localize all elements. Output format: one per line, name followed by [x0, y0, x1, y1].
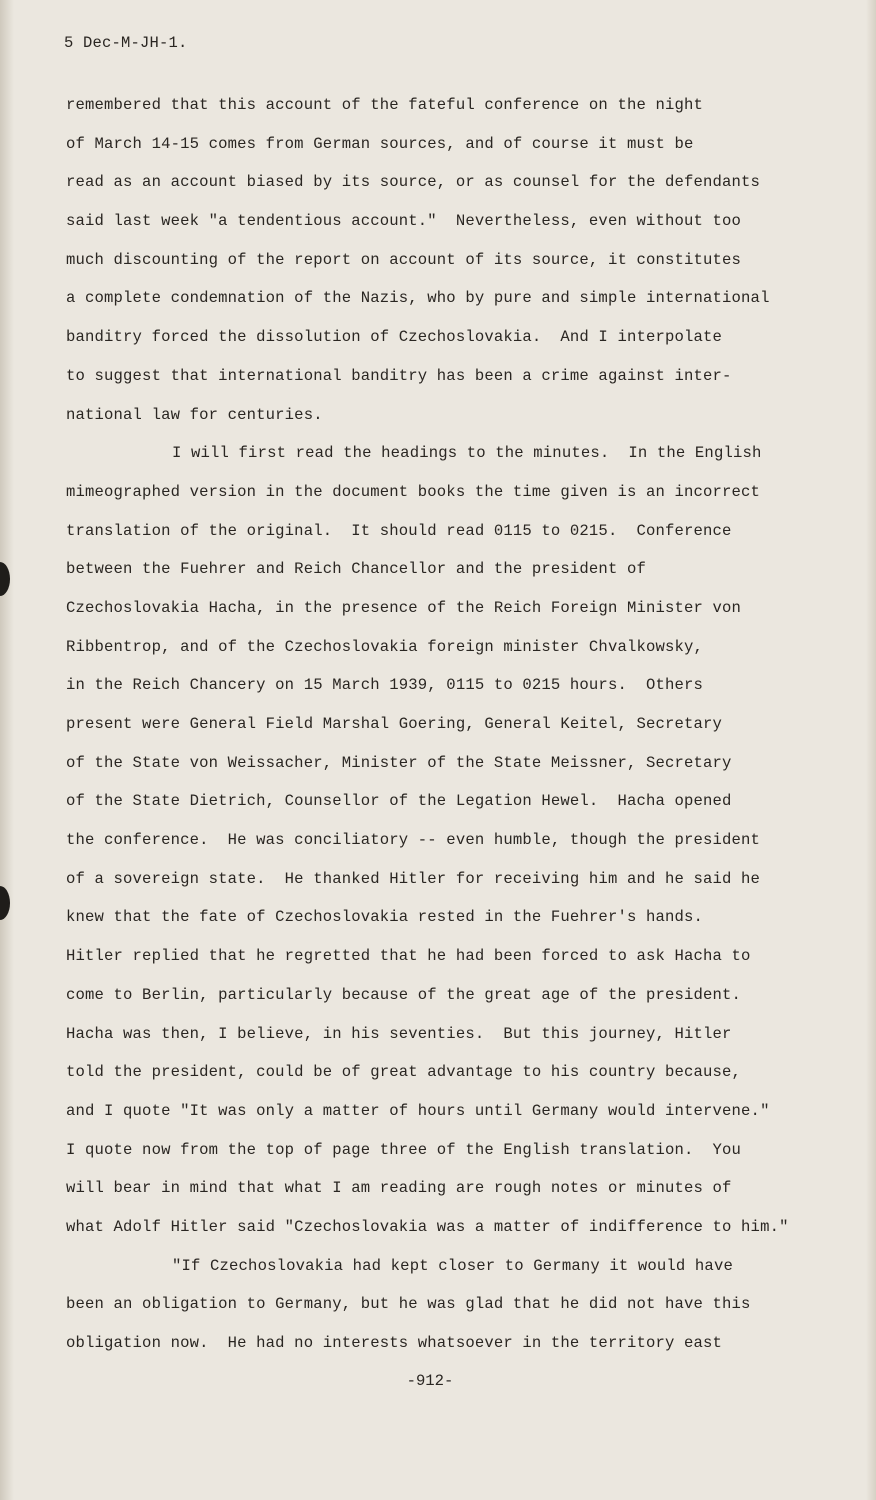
text-line: present were General Field Marshal Goering, General Keitel, Secretary [66, 715, 723, 733]
text-line: much discounting of the report on account of its source, it constitutes [66, 250, 742, 269]
text-line: mimeographed version in the document books the time given is an incorrect [66, 482, 761, 501]
text-line: of a sovereign state. He thanked Hitler for receiving him and he said he [66, 869, 761, 888]
text-line: Hacha was then, I believe, in his seventies. But this journey, Hitler [66, 1024, 732, 1043]
text-line: "If Czechoslovakia had kept closer to Germany it would have [172, 1256, 733, 1275]
left-edge-shadow [0, 0, 14, 1500]
text-line: knew that the fate of Czechoslovakia rested in the Fuehrer's hands. [66, 908, 704, 927]
text-line: what Adolf Hitler said "Czechoslovakia was a matter of indifference to him." [66, 1217, 789, 1236]
document-reference: 5 Dec-M-JH-1. [64, 34, 188, 52]
text-line: I quote now from the top of page three of the English translation. You [66, 1140, 742, 1159]
text-line: Ribbentrop, and of the Czechoslovakia foreign minister Chvalkowsky, [66, 637, 704, 656]
text-line: between the Fuehrer and Reich Chancellor and the president of [66, 560, 646, 579]
text-line: of March 14-15 comes from German sources, and of course it must be [66, 134, 694, 153]
text-line: of the State von Weissacher, Minister of the State Meissner, Secretary [66, 753, 732, 772]
text-line: Hitler replied that he regretted that he had been forced to ask Hacha to [66, 947, 751, 966]
text-line: to suggest that international banditry has been a crime against inter- [66, 366, 732, 385]
text-line: obligation now. He had no interests whatsoever in the territory east [66, 1334, 723, 1352]
text-line: been an obligation to Germany, but he was glad that he did not have this [66, 1295, 751, 1314]
text-line: will bear in mind that what I am reading are rough notes or minutes of [66, 1179, 732, 1198]
text-line: told the president, could be of great advantage to his country because, [66, 1063, 742, 1082]
text-line: a complete condemnation of the Nazis, who by pure and simple international [66, 289, 770, 308]
right-edge-shadow [866, 0, 876, 1500]
text-line: banditry forced the dissolution of Czechoslovakia. And I interpolate [66, 328, 723, 347]
text-line: translation of the original. It should read 0115 to 0215. Conference [66, 521, 732, 540]
text-line: of the State Dietrich, Counsellor of the Legation Hewel. Hacha opened [66, 792, 732, 811]
text-line: I will first read the headings to the minutes. In the English [172, 444, 762, 463]
text-line: said last week "a tendentious account." Nevertheless, even without too [66, 212, 742, 231]
text-line: in the Reich Chancery on 15 March 1939, 0115 to 0215 hours. Others [66, 676, 704, 695]
text-line: and I quote "It was only a matter of hours until Germany would intervene." [66, 1101, 770, 1120]
text-line: Czechoslovakia Hacha, in the presence of the Reich Foreign Minister von [66, 598, 742, 617]
text-line: remembered that this account of the fateful conference on the night [66, 96, 704, 114]
text-line: the conference. He was conciliatory -- even humble, though the president [66, 831, 761, 850]
text-line: national law for centuries. [66, 405, 323, 424]
text-line: read as an account biased by its source, or as counsel for the defendants [66, 173, 761, 192]
transcript-body [66, 90, 846, 1367]
page-number: -912- [406, 1372, 454, 1390]
text-line: come to Berlin, particularly because of the great age of the president. [66, 985, 742, 1004]
